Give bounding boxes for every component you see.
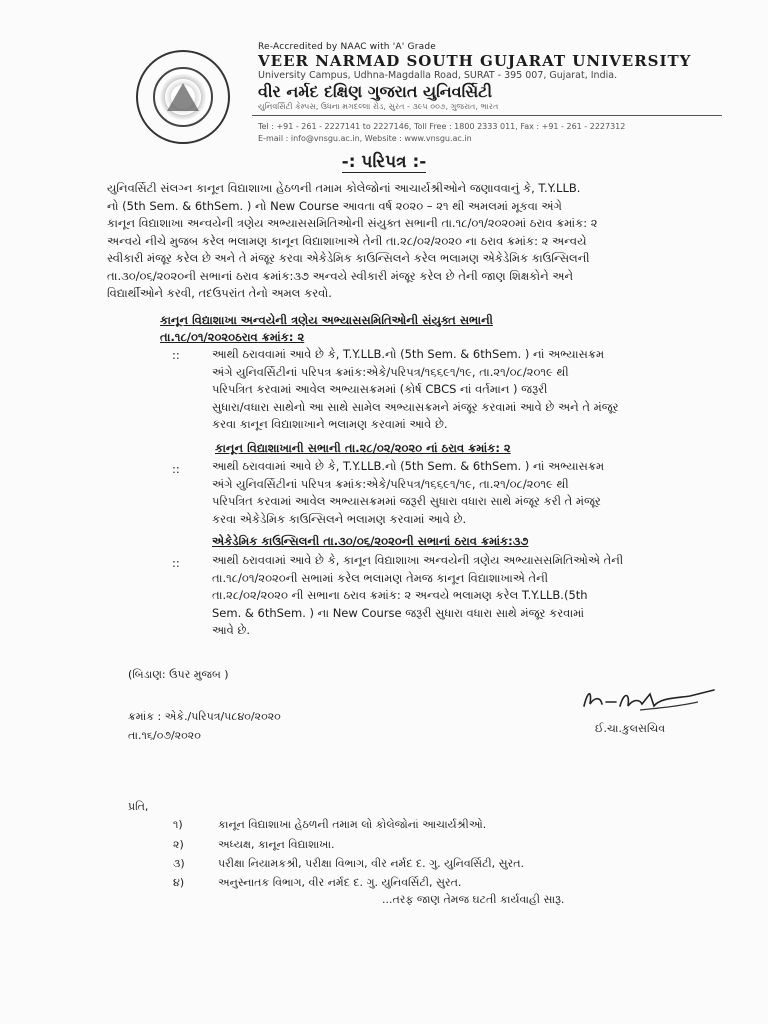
recipient-text: અનુસ્નાતક વિભાગ, વીર નર્મદ દ. ગુ. યુનિવર્સિટી, સુરત.: [218, 876, 462, 889]
section-line: આથી ઠરાવવામાં આવે છે કે, T.Y.LLB.નો (5th Sem. & 6thSem. ) નાં અભ્યાસક્રમ: [212, 347, 605, 361]
intro-line: તા.૩૦/૦૬/૨૦૨૦ની સભાનાં ઠરાવ ક્રમાંક:૩૭ અન્વયે સ્વીકારી મંજૂર કરેલ છે તેની જાણ શિક્ષકોને અને: [107, 268, 574, 283]
recipient-number: ૪): [173, 876, 185, 889]
section-heading-line: કાનૂન વિદ્યાશાખાની સભાની તા.૨૮/૦૨/૨૦૨૦ નાં ઠરાવ ક્રમાંક: ૨: [215, 441, 511, 455]
intro-line: સ્વીકારી મંજૂર કરેલ છે અને તે મંજૂર કરવા એકેડેમિક કાઉન્સિલને કરેલ ભલામણ એકેડેમિક કાઉન્સિલની: [107, 251, 590, 265]
circular-title: -: પરિપત્ર :-: [341, 152, 427, 172]
section-line: કરવા કાનૂન વિદ્યાશાખાને ભલામણ કરવામાં આવે છે.: [212, 417, 448, 431]
accreditation-text: Re-Accredited by NAAC with 'A' Grade: [258, 42, 436, 52]
intro-paragraph: [107, 180, 679, 303]
section-line: તા.૧૮/૦૧/૨૦૨૦ની સભામાં કરેલ ભલામણ તેમજ કાનૂન વિદ્યાશાખાએ તેની: [212, 570, 549, 585]
section-line: પરિપત્રિત કરવામાં આવેલ અભ્યાસક્રમમાં જરૂરી સુધારા વધારા સાથે મંજૂર કરી તે મંજૂર: [212, 494, 601, 508]
section-line: આવે છે.: [212, 623, 250, 637]
section-marker: ::: [172, 462, 180, 476]
recipient-text: અધ્યક્ષ, કાનૂન વિદ્યાશાખા.: [218, 838, 335, 851]
to-label: પ્રતિ,: [128, 800, 149, 813]
intro-line: નો (5th Sem. & 6thSem. ) નો New Course આવતા વર્ષ ૨૦૨૦ – ૨૧ થી અમલમાં મૂકવા અંગે: [107, 198, 562, 213]
section-heading: [160, 312, 680, 346]
university-name-gujarati: વીર નર્મદ દક્ષિણ ગુજરાત યુનિવર્સિટી: [258, 82, 493, 101]
section-heading-line: કાનૂન વિદ્યાશાખા અન્વયેની ત્રણેય અભ્યાસસમિતિઓની સંયુક્ત સભાની: [160, 313, 493, 327]
section-heading: [212, 533, 680, 550]
telephone-line: Tel : +91 - 261 - 2227141 to 2227146, Toll Free : 1800 2333 011, Fax : +91 - 261 - 2227312: [258, 122, 626, 131]
section-line: તા.૨૮/૦૨/૨૦૨૦ ની સભાના ઠરાવ ક્રમાંક: ૨ અન્વયે ભલામણ કરેલ T.Y.LLB.(5th: [212, 588, 588, 602]
reference-number: ક્રમાંક : એકે./પરિપત્ર/૫૮૪૦/૨૦૨૦: [128, 710, 281, 723]
closing-note: ...તરફ જાણ તેમજ ઘટતી કાર્યવાહી સારૂ.: [382, 893, 565, 906]
circular-date: તા.૧૬/૦૭/૨૦૨૦: [128, 729, 201, 742]
intro-line: યુનિવર્સિટી સંલગ્ન કાનૂન વિદ્યાશાખા હેઠળની તમામ કોલેજોનાં આચાર્યશ્રીઓને જણાવવાનું કે, T.Y.LLB.: [107, 181, 581, 195]
handwritten-signature: [580, 684, 718, 716]
university-seal-icon: [136, 50, 230, 144]
section-body: [212, 458, 680, 528]
section-line: આથી ઠરાવવામાં આવે છે કે, T.Y.LLB.નો (5th Sem. & 6thSem. ) નાં અભ્યાસક્રમ: [212, 459, 605, 473]
university-address: University Campus, Udhna-Magdalla Road, SURAT - 395 007, Gujarat, India.: [258, 70, 618, 81]
signatory-title: ઈ.ચા.કુલસચિવ: [595, 722, 666, 735]
header-divider: [252, 115, 722, 116]
section-line: Sem. & 6thSem. ) ના New Course જરૂરી સુધારા વધારા સાથે મંજૂર કરવામાં: [212, 605, 585, 620]
section-heading-line: તા.૧૮/૦૧/૨૦૨૦ઠરાવ ક્રમાંક: ૨: [160, 330, 305, 344]
university-address-gujarati: યુનિવર્સિટી કેમ્પસ, ઉધના મગદલ્લા રોડ, સુરત - ૩૯૫ ૦૦૭, ગુજરાત, ભારત: [258, 102, 499, 111]
section-line: આથી ઠરાવવામાં આવે છે કે, કાનૂન વિદ્યાશાખા અન્વયેની ત્રણેય અભ્યાસસમિતિઓએ તેની: [212, 553, 624, 567]
recipient-number: ૨): [173, 838, 184, 851]
email-line: E-mail : info@vnsgu.ac.in, Website : www.vnsgu.ac.in: [258, 134, 472, 143]
section-marker: ::: [172, 556, 180, 570]
section-heading: [215, 440, 680, 457]
section-marker: ::: [172, 348, 180, 362]
recipient-text: કાનૂન વિદ્યાશાખા હેઠળની તમામ લો કોલેજોનાં આચાર્યશ્રીઓ.: [218, 818, 487, 831]
university-name: VEER NARMAD SOUTH GUJARAT UNIVERSITY: [258, 52, 692, 70]
intro-line: અન્વયે નીચે મુજબ કરેલ ભલામણ કાનૂન વિદ્યાશાખાએ તેની તા.૨૮/૦૨/૨૦૨૦ ના ઠરાવ ક્રમાંક: ૨ અન્વયે: [107, 233, 587, 248]
recipient-text: પરીક્ષા નિયામકશ્રી, પરીક્ષા વિભાગ, વીર નર્મદ દ. ગુ. યુનિવર્સિટી, સુરત.: [218, 857, 524, 870]
section-line: સુધારા/વધારા સાથેનો આ સાથે સામેલ અભ્યાસક્રમને મંજૂર કરવામાં આવે છે અને તે મંજૂર: [212, 399, 619, 414]
recipient-number: ૧): [173, 818, 183, 831]
section-line: કરવા એકેડેમિક કાઉન્સિલને ભલામણ કરવામાં આવે છે.: [212, 511, 467, 526]
intro-line: વિદ્યાર્થીઓને કરવી, તદઉપરાંત તેનો અમલ કરવો.: [107, 286, 332, 300]
section-line: પરિપત્રિત કરવામાં આવેલ અભ્યાસક્રમમાં (કોર્ષ CBCS નાં વર્તમાન ) જરૂરી: [212, 382, 548, 396]
section-heading-line: એકેડેમિક કાઉન્સિલની તા.૩૦/૦૬/૨૦૨૦ની સભાનાં ઠરાવ ક્રમાંક:૩૭: [212, 534, 529, 548]
section-body: [212, 346, 680, 434]
section-line: અંગે યુનિવર્સિટીનાં પરિપત્ર ક્રમાંક:એકે/પરિપત્ર/૧૬૬૯૧/૧૯, તા.૨૧/૦૮/૨૦૧૯ થી: [212, 364, 569, 379]
enclosure-note: (બિડાણ: ઉપર મુજબ ): [128, 668, 229, 681]
section-body: [212, 552, 680, 640]
section-line: અંગે યુનિવર્સિટીનાં પરિપત્ર ક્રમાંક:એકે/પરિપત્ર/૧૬૬૯૧/૧૯, તા.૨૧/૦૮/૨૦૧૯ થી: [212, 476, 569, 491]
recipient-number: ૩): [173, 857, 185, 870]
intro-line: કાનૂન વિદ્યાશાખા અન્વયેની ત્રણેય અભ્યાસસમિતિઓની સંયુક્ત સભાની તા.૧૮/૦૧/૨૦૨૦માં ઠરાવ ક્રમાંક: ૨: [107, 216, 598, 230]
